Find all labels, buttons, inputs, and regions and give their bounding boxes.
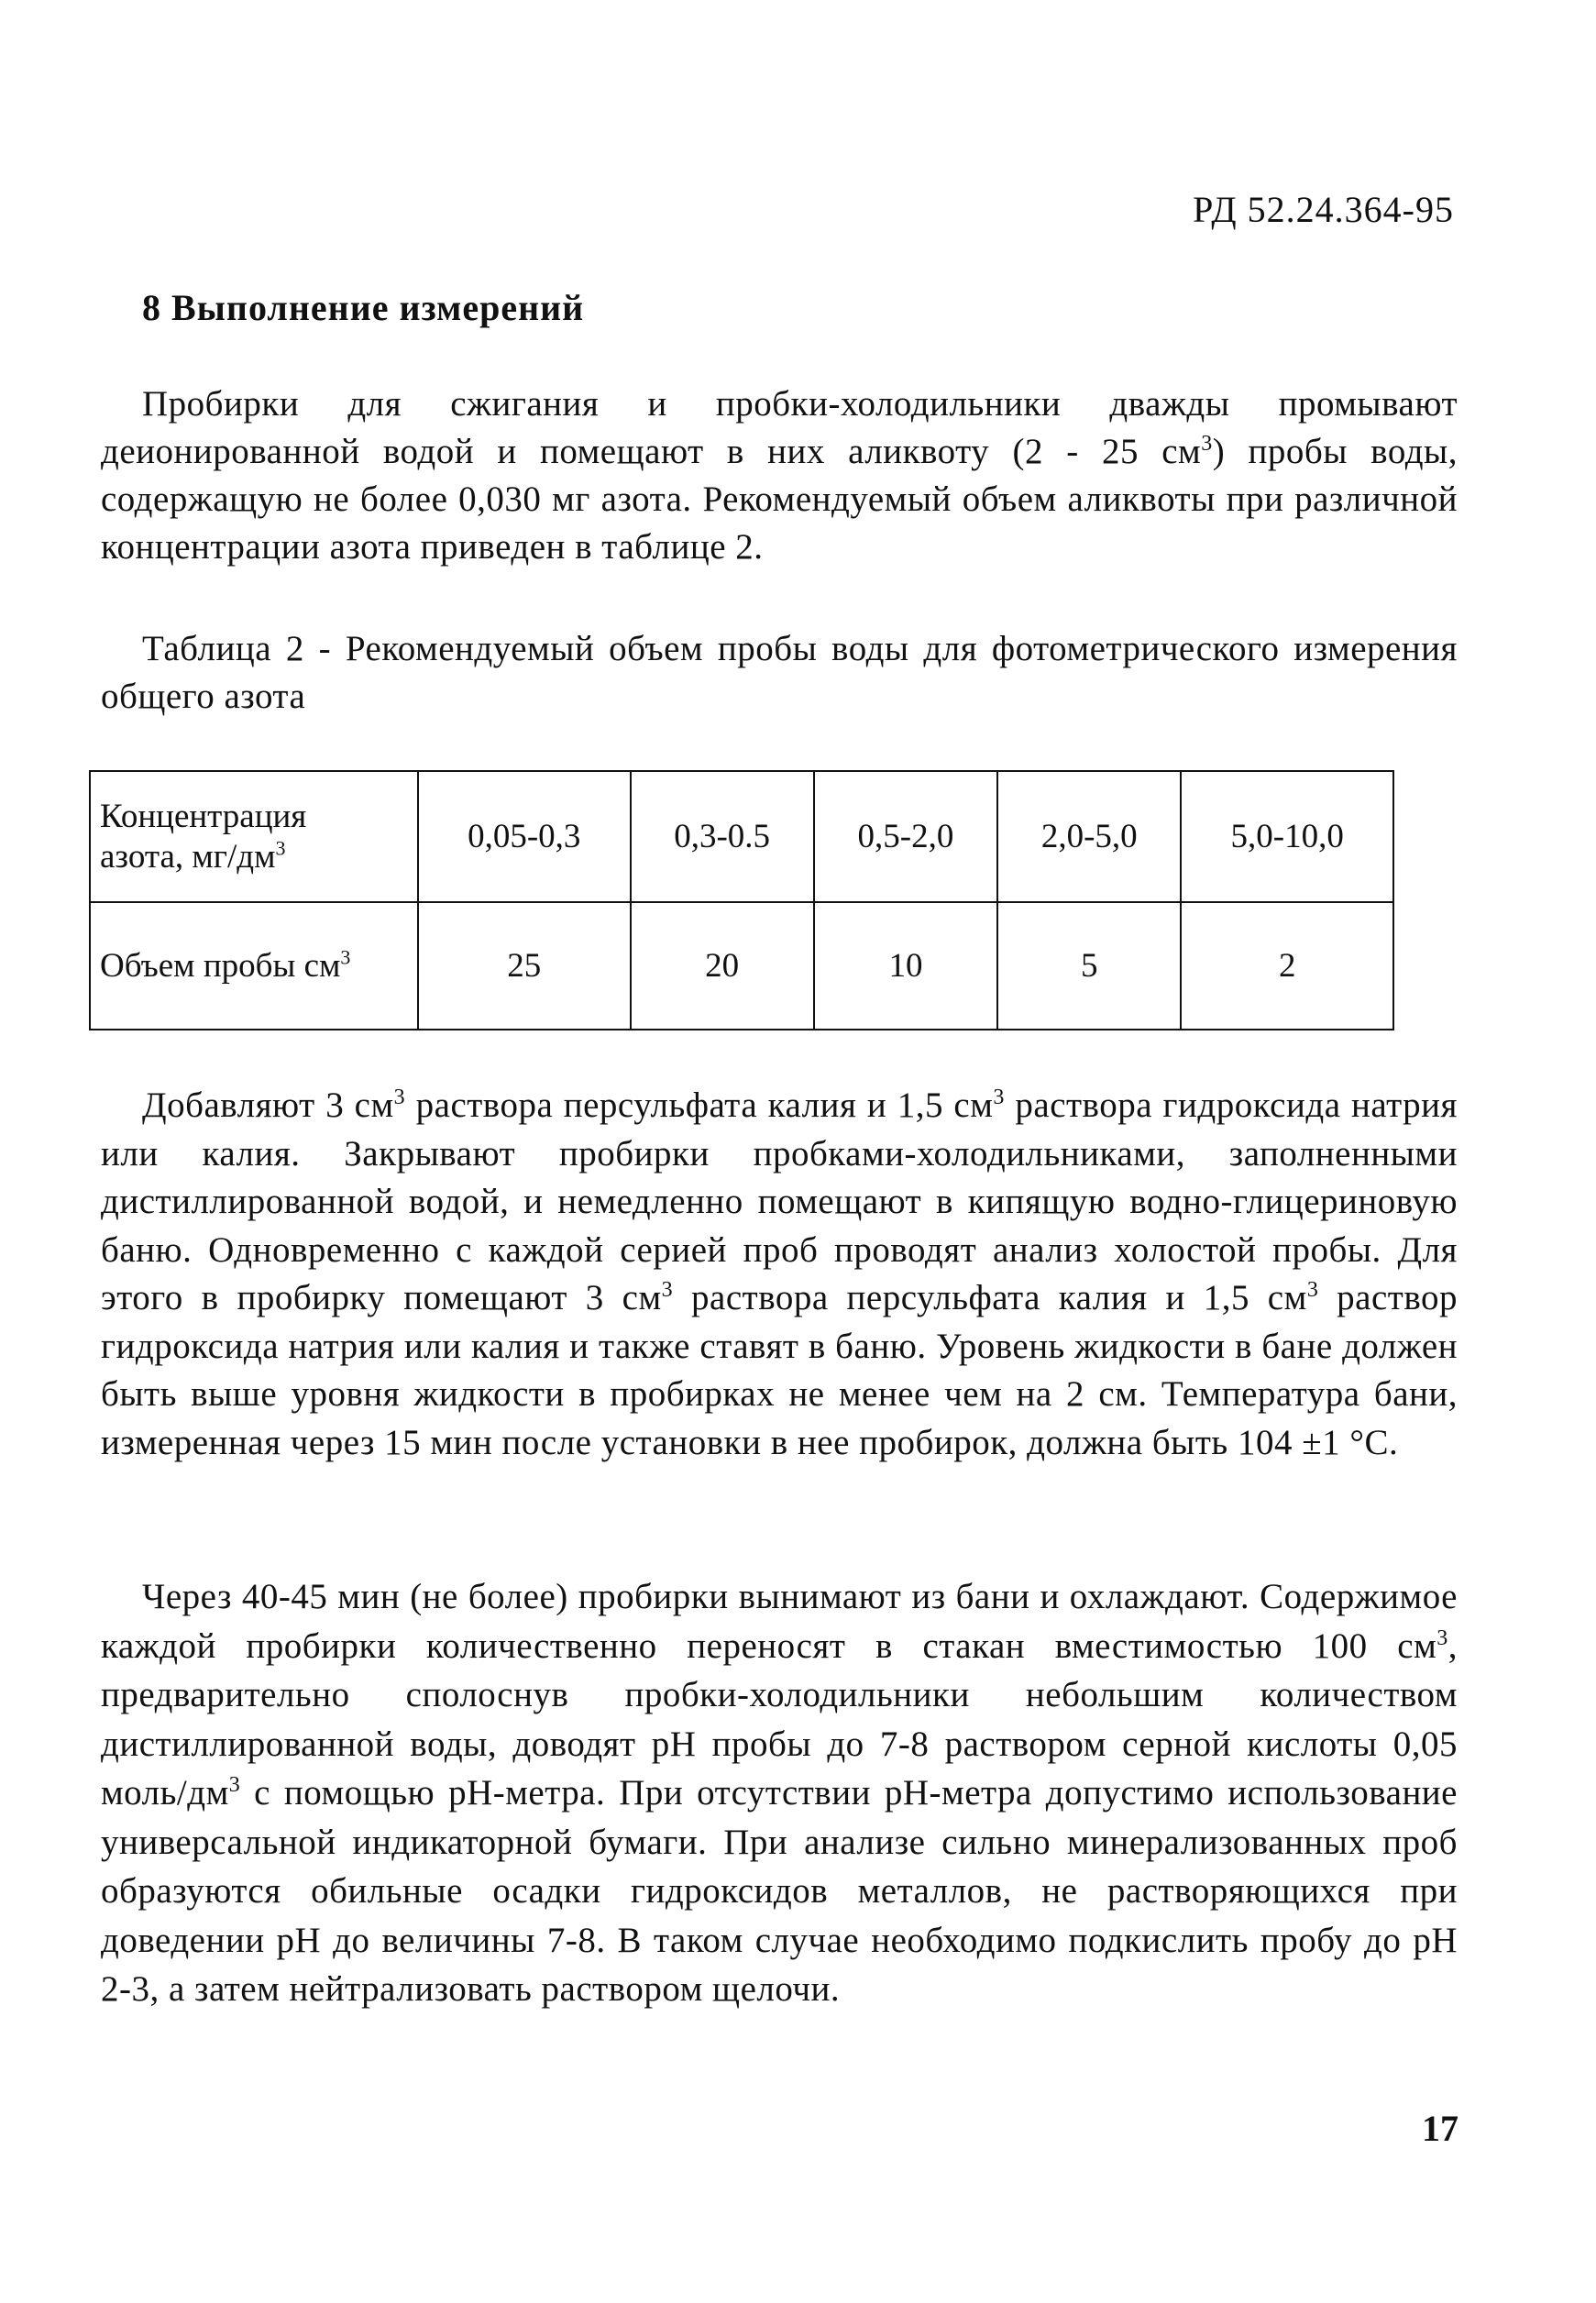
row-header-text: Объем пробы см [100,947,341,985]
table-cell: 10 [814,902,997,1030]
paragraph-text: Добавляют 3 см [142,1085,394,1125]
table-cell: 2 [1181,902,1393,1030]
page-number: 17 [1422,2108,1458,2149]
table-cell: 25 [418,902,631,1030]
superscript: 3 [228,1773,241,1797]
paragraph-intro [101,380,1458,571]
table-row-header-concentration [90,771,418,902]
table-cell: 5 [997,902,1181,1030]
table-cell: 20 [631,902,814,1030]
table-row [90,771,1393,902]
table-caption [101,625,1458,721]
table-row-header-volume [90,902,418,1030]
paragraph-intro-text-1: Пробирки для сжигания и пробки-холодильники дважды промывают деионированной водой и помещают в них аликвоту (2 - 25 см [101,384,1458,471]
paragraph-text: раствора персульфата калия и 1,5 см [673,1278,1307,1317]
paragraph-procedure [101,1082,1458,1467]
paragraph-cooling [101,1572,1458,2014]
table-cell: 0,05-0,3 [418,771,631,902]
paragraph-text: раствора персульфата калия и 1,5 см [405,1085,994,1125]
row-header-line-2 [100,837,412,877]
table-cell: 2,0-5,0 [997,771,1181,902]
superscript: 3 [993,1085,1005,1109]
recommended-volume-table [89,770,1394,1030]
document-code: РД 52.24.364-95 [1193,189,1454,230]
table-caption-text: Таблица 2 - Рекомендуемый объем пробы воды для фотометрического измерения общего азота [101,629,1458,716]
superscript: 3 [393,1085,406,1109]
paragraph-intro-text-2: ) пробы воды, содержащую не более 0,030 мг азота. Рекомендуемый объем аликвоты при различной концентрации азота приведен в таблице 2. [101,432,1458,567]
section-heading: 8 Выполнение измерений [142,287,585,328]
superscript: 3 [275,836,286,860]
table-cell: 0,3-0.5 [631,771,814,902]
row-header-line-1: Концентрация [100,797,307,835]
superscript: 3 [340,945,351,969]
superscript: 3 [1436,1625,1448,1650]
paragraph-text: , предварительно сполоснув пробки-холодильники небольшим количеством дистиллированной воды, доводят pH пробы до 7-8 раствором серной кислоты 0,05 моль/дм [101,1625,1458,1813]
paragraph-text: Через 40-45 мин (не более) пробирки вынимают из бани и охлаждают. Содержимое каждой пробирки количественно переносят в стакан вместимостью 100 см [101,1577,1458,1666]
paragraph-text: с помощью pH-метра. При отсутствии pH-метра допустимо использование универсальной индикаторной бумаги. При анализе сильно минерализованных проб образуются обильные осадки гидроксидов металлов, не растворяющихся при доведении pH до величины 7-8. В таком случае необходимо подкислить пробу до pH 2-3, а затем нейтрализовать раствором щелочи. [101,1773,1458,2009]
paragraph-text: раствор гидроксида натрия или калия и также ставят в баню. Уровень жидкости в бане должен быть выше уровня жидкости в пробирках не менее чем на 2 см. Температура бани, измеренная через 15 мин после установки в нее пробирок, должна быть 104 ±1 °С. [101,1278,1458,1462]
superscript: 3 [661,1278,674,1302]
table-cell: 0,5-2,0 [814,771,997,902]
paragraph-text: раствора гидроксида натрия или калия. Закрывают пробирки пробками-холодильниками, заполненными дистиллированной водой, и немедленно помещают в кипящую водно-глицериновую баню. Одновременно с каждой серией проб проводят анализ холостой пробы. Для этого в пробирку помещают 3 см [101,1085,1458,1317]
table-cell: 5,0-10,0 [1181,771,1393,902]
superscript: 3 [1201,432,1213,456]
superscript: 3 [1306,1278,1319,1302]
row-header-unit: азота, мг/дм [100,837,276,876]
table-row [90,902,1393,1030]
